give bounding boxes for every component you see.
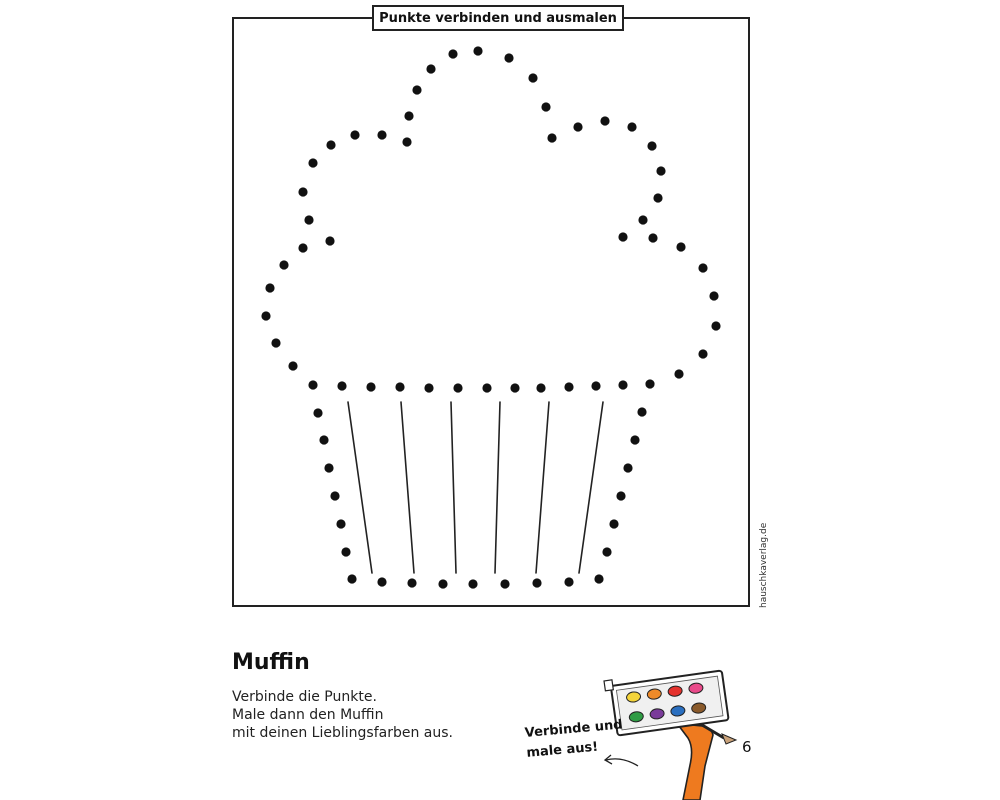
instruction-line: Verbinde die Punkte. bbox=[232, 689, 377, 705]
badge-line: Verbinde und bbox=[524, 717, 624, 741]
page-number: 6 bbox=[742, 738, 752, 756]
worksheet-title: Muffin bbox=[232, 650, 310, 675]
arrow-icon bbox=[606, 759, 638, 766]
instruction-line: Male dann den Muffin bbox=[232, 707, 384, 723]
badge-text bbox=[524, 715, 625, 763]
instruction-line: mit deinen Lieblingsfarben aus. bbox=[232, 725, 453, 741]
worksheet-header: Punkte verbinden und ausmalen bbox=[372, 5, 624, 31]
publisher-url: hauschkaverlag.de bbox=[759, 522, 769, 608]
badge-line: male aus! bbox=[525, 739, 599, 761]
